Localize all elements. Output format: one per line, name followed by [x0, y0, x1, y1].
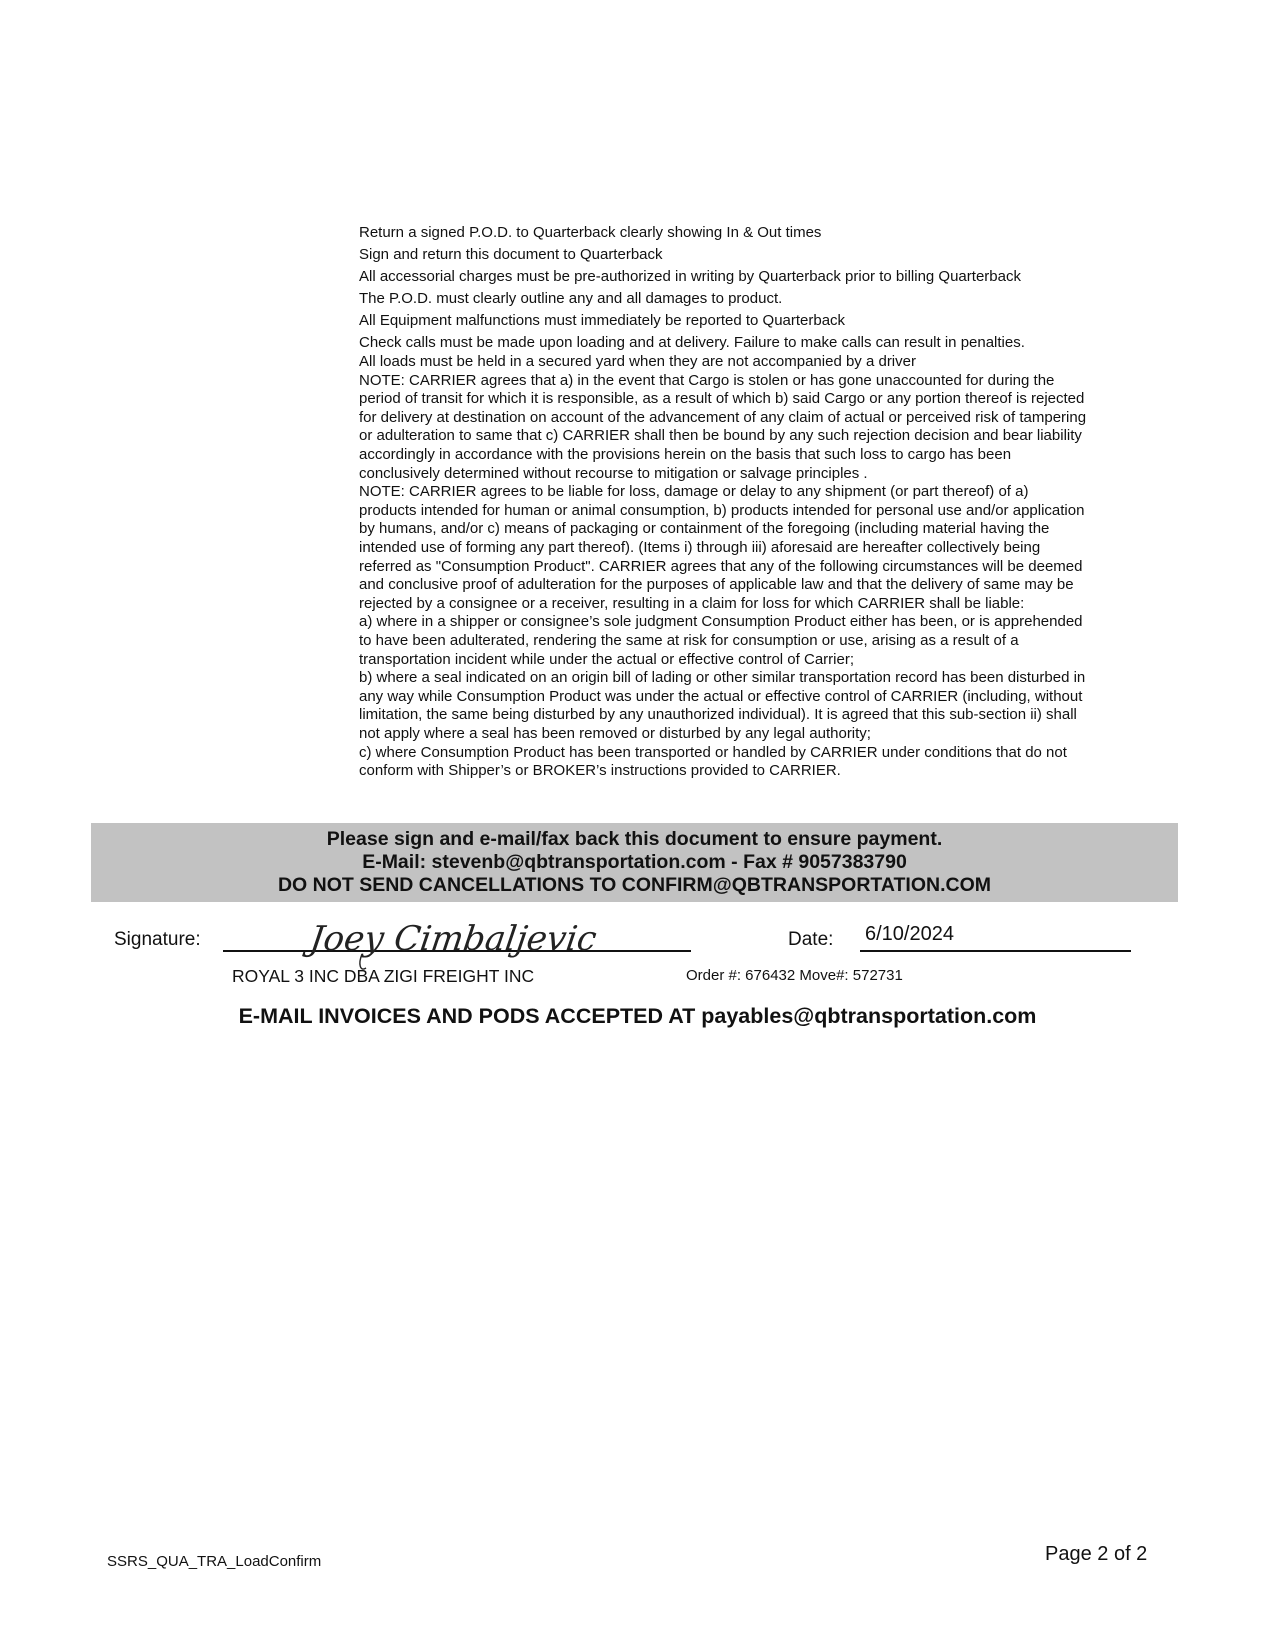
secured-yard-term: All loads must be held in a secured yard when they are not accompanied by a driver [359, 353, 916, 371]
invoice-email-note: E-MAIL INVOICES AND PODS ACCEPTED AT payables@qbtransportation.com [238, 1004, 1037, 1028]
terms-section [359, 224, 1179, 781]
clause-c: c) where Consumption Product has been transported or handled by CARRIER under conditions that do not conform with Shipper’s or BROKER’s instructions provided to CARRIER. [359, 743, 1067, 780]
report-id: SSRS_QUA_TRA_LoadConfirm [107, 1553, 322, 1570]
handwritten-signature [300, 912, 600, 974]
date-line [860, 950, 1131, 952]
signature-label: Signature: [114, 929, 201, 950]
banner-line-1: Please sign and e-mail/fax back this document to ensure payment. [326, 828, 943, 850]
term-item: All Equipment malfunctions must immediately be reported to Quarterback [359, 312, 846, 330]
date-label: Date: [788, 929, 834, 950]
clause-b: b) where a seal indicated on an origin bill of lading or other similar transportation record has been disturbed in any way while Consumption Product was under the actual or effective control of CARRIER (including, without limitation, the same being disturbed by any unauthorized individual). It is agreed that this sub-section ii) shall not apply where a seal has been removed or disturbed by any legal authority; [359, 669, 1086, 742]
banner-line-3: DO NOT SEND CANCELLATIONS TO CONFIRM@QBTRANSPORTATION.COM [277, 874, 992, 896]
signature-glyphs: Joey Cimbaljevic [307, 919, 599, 959]
banner-line-2: E-Mail: stevenb@qbtransportation.com - Fax # 9057383790 [362, 851, 907, 873]
sign-instructions-banner [91, 823, 1178, 902]
term-item: All accessorial charges must be pre-authorized in writing by Quarterback prior to billing Quarterback [359, 268, 1021, 286]
term-item: The P.O.D. must clearly outline any and all damages to product. [359, 290, 783, 308]
date-value: 6/10/2024 [865, 923, 954, 945]
check-calls-term: Check calls must be made upon loading and at delivery. Failure to make calls can result in penalties. [359, 334, 1025, 352]
note-liability: NOTE: CARRIER agrees to be liable for loss, damage or delay to any shipment (or part thereof) of a) products intended for human or animal consumption, b) products intended for personal use and/or application by humans, and/or c) means of packaging or containment of the foregoing (including material having the intended use of forming any part thereof). (Items i) through iii) aforesaid are hereafter collectively being referred as "Consumption Product". CARRIER agrees that any of the following circumstances will be deemed and conclusive proof of adulteration for the purposes of applicable law and that the delivery of same may be rejected by a consignee or a receiver, resulting in a claim for loss for which CARRIER shall be liable: [359, 483, 1085, 612]
page-number: Page 2 of 2 [1045, 1543, 1148, 1565]
term-item: Return a signed P.O.D. to Quarterback clearly showing In & Out times [359, 224, 822, 241]
clause-a: a) where in a shipper or consignee’s sole judgment Consumption Product either has been, or is apprehended to have been adulterated, rendering the same at risk for consumption or use, arising as a result of a transportation incident while under the actual or effective control of Carrier; [359, 613, 1083, 668]
order-move-numbers: Order #: 676432 Move#: 572731 [686, 967, 903, 984]
note-stolen-cargo: NOTE: CARRIER agrees that a) in the event that Cargo is stolen or has gone unaccounted for during the period of transit for which it is responsible, as a result of which b) said Cargo or any portion thereof is rejected for delivery at destination on account of the advancement of any claim of actual or perceived risk of tampering or adulteration to same that c) CARRIER shall then be bound by any such rejection decision and bear liability accordingly in accordance with the provisions herein on the basis that such loss to cargo has been conclusively determined without recourse to mitigation or salvage principles . [359, 371, 1087, 482]
carrier-company-name: ROYAL 3 INC DBA ZIGI FREIGHT INC [232, 966, 535, 986]
term-item: Sign and return this document to Quarterback [359, 246, 663, 264]
